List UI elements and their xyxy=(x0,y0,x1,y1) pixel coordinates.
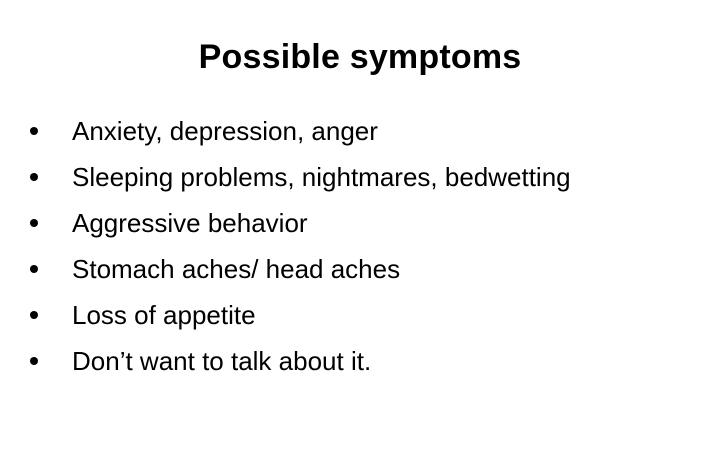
bullet-text: Sleeping problems, nightmares, bedwetting xyxy=(72,162,571,192)
bullet-dot-icon xyxy=(30,311,38,319)
bullet-item xyxy=(30,154,700,200)
bullet-text: Stomach aches/ head aches xyxy=(72,254,401,284)
bullet-text: Loss of appetite xyxy=(72,300,256,330)
bullet-item xyxy=(30,338,700,384)
bullet-item xyxy=(30,200,700,246)
bullet-item xyxy=(30,246,700,292)
slide-title: Possible symptoms xyxy=(198,38,522,76)
bullet-dot-icon xyxy=(30,127,38,135)
bullet-item xyxy=(30,292,700,338)
bullet-dot-icon xyxy=(30,357,38,365)
bullet-dot-icon xyxy=(30,265,38,273)
bullet-dot-icon xyxy=(30,219,38,227)
bullet-item xyxy=(30,108,700,154)
bullet-text: Anxiety, depression, anger xyxy=(72,116,378,146)
bullet-list xyxy=(30,108,700,384)
bullet-dot-icon xyxy=(30,173,38,181)
bullet-text: Aggressive behavior xyxy=(72,208,308,238)
bullet-text: Don’t want to talk about it. xyxy=(72,346,372,376)
